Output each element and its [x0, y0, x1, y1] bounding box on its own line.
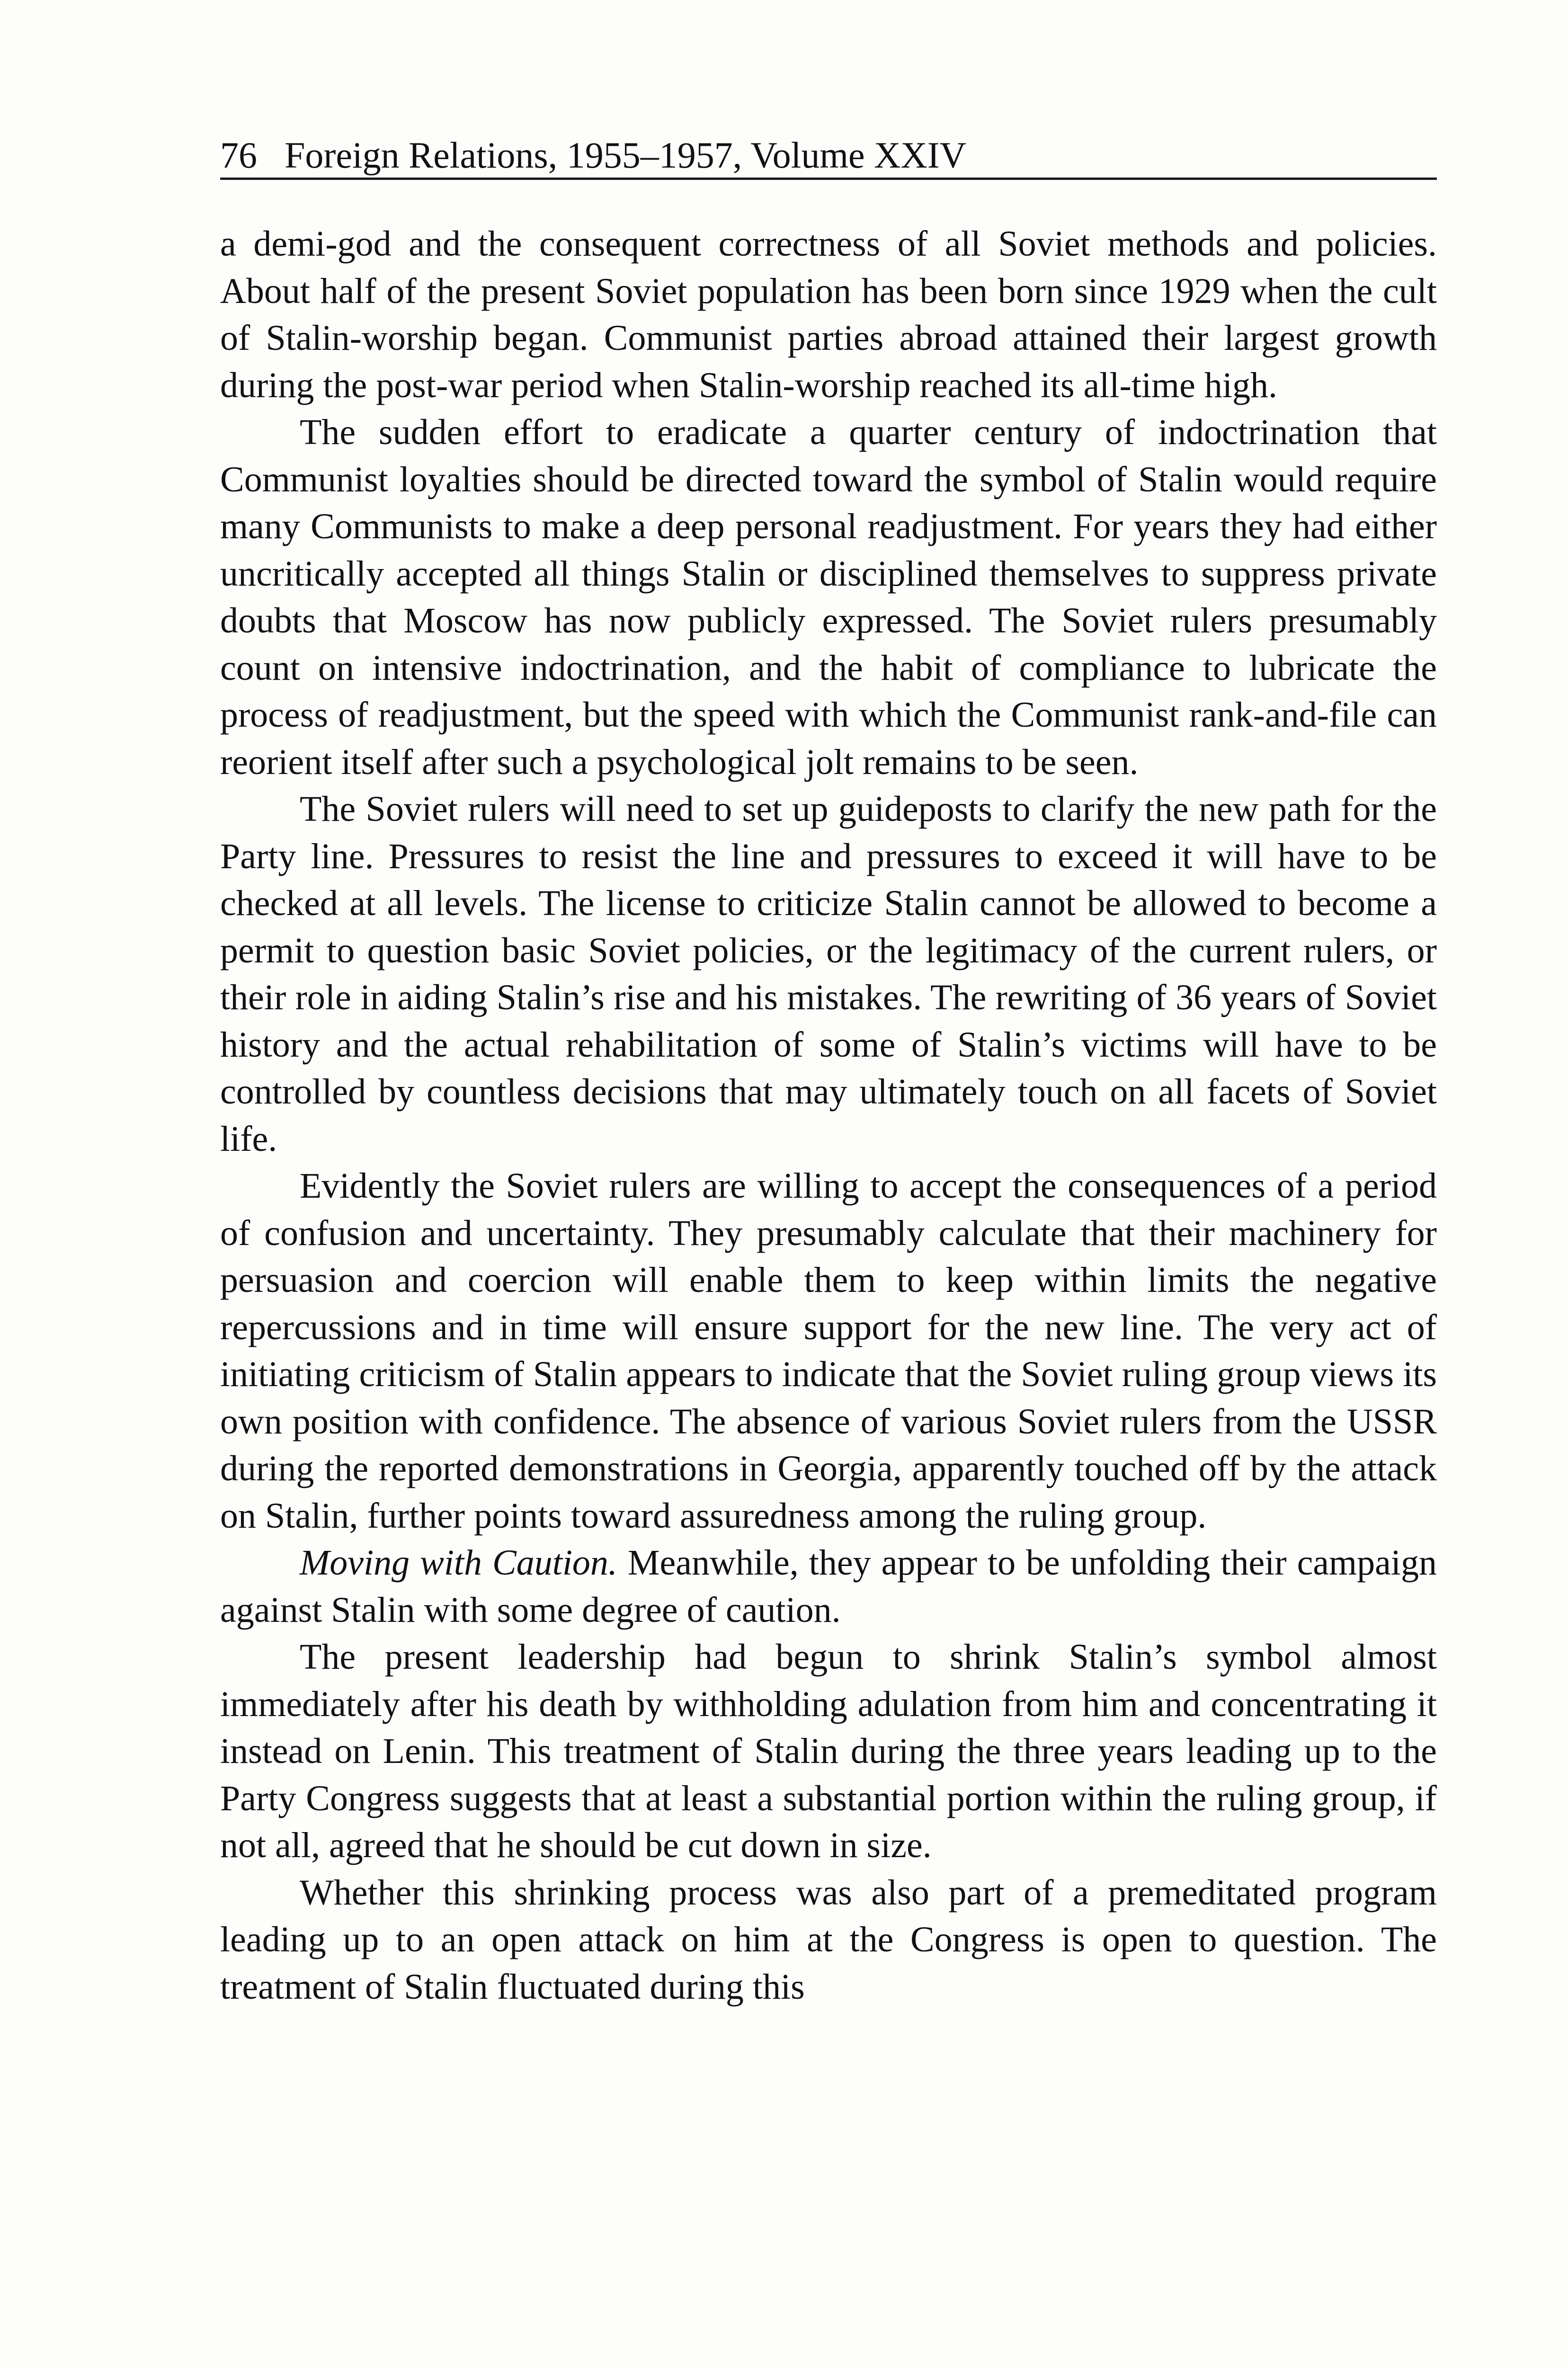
paragraph-6: The present leadership had begun to shrink Stalin’s symbol almost immediately after his death by withholding adulation from him and concentrating it instead on Lenin. This treatment of Stalin during the three years leading up to the Party Congress suggests that at least a substantial portion within the ruling group, if not all, agreed that he should be cut down in size. [220, 1637, 1437, 1865]
paragraph-5 [220, 1539, 1437, 1634]
page-number: 76 [220, 134, 257, 176]
running-header [220, 135, 1437, 180]
body-text [220, 221, 1437, 2011]
paragraph-7: Whether this shrinking process was also part of a premeditated program leading up to an open attack on him at the Congress is open to question. The treatment of Stalin fluctuated during this [220, 1872, 1437, 2007]
running-title: Foreign Relations, 1955–1957, Volume XXIV [285, 134, 967, 176]
paragraph-3: The Soviet rulers will need to set up guideposts to clarify the new path for the Party line. Pressures to resist the line and pressures to exceed it will have to be checked at all levels. The license to criticize Stalin cannot be allowed to become a permit to question basic Soviet policies, or the legitimacy of the current rulers, or their role in aiding Stalin’s rise and his mistakes. The rewriting of 36 years of Soviet history and the actual rehabilitation of some of Stalin’s victims will have to be controlled by countless decisions that may ultimately touch on all facets of Soviet life. [220, 789, 1437, 1159]
paragraph-5-text: Meanwhile, they appear to be unfolding their campaign against Stalin with some degree of caution. [220, 1543, 1437, 1630]
section-heading-moving-with-caution: Moving with Caution. [300, 1543, 617, 1583]
paragraph-1: a demi-god and the consequent correctness of all Soviet methods and policies. About half of the present Soviet population has been born since 1929 when the cult of Stalin-worship began. Communist parties abroad attained their largest growth during the post-war period when Stalin-worship reached its all-time high. [220, 224, 1437, 405]
paragraph-4: Evidently the Soviet rulers are willing to accept the consequences of a period of confusion and uncertainty. They presumably calculate that their machinery for persuasion and coercion will enable them to keep within limits the negative repercussions and in time will ensure support for the new line. The very act of initiating criticism of Stalin appears to indicate that the Soviet ruling group views its own position with confidence. The absence of various Soviet rulers from the USSR during the reported demonstrations in Georgia, apparently touched off by the attack on Stalin, further points toward assuredness among the ruling group. [220, 1166, 1437, 1536]
paragraph-2: The sudden effort to eradicate a quarter century of indoctrination that Communist loyalties should be directed toward the symbol of Stalin would require many Communists to make a deep personal readjustment. For years they had either uncritically accepted all things Stalin or disciplined themselves to suppress private doubts that Moscow has now publicly expressed. The Soviet rulers presumably count on intensive indoctrination, and the habit of compliance to lubricate the process of readjustment, but the speed with which the Communist rank-and-file can reorient itself after such a psychological jolt remains to be seen. [220, 412, 1437, 782]
